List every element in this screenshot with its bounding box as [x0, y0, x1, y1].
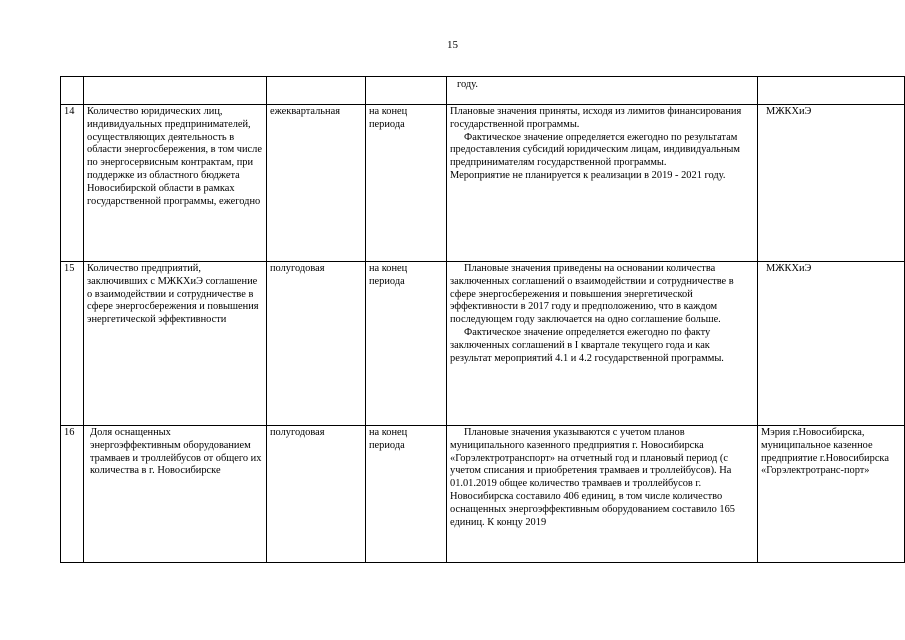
- description: [447, 426, 758, 563]
- table-row: [61, 262, 905, 426]
- description-paragraph: Плановые значения приняты, исходя из лимитов финансирования государственной программы.: [450, 106, 742, 130]
- description: [447, 262, 758, 426]
- indicator-name: Количество юридических лиц, индивидуальных предпринимателей, осуществляющих деятельность в области энергосбережения, в том числе по энергосервисным контрактам, при поддержке из областного бюджета Новосибирской области в рамках государственной программы, ежегодно: [84, 105, 267, 262]
- indicator-name: Количество предприятий, заключивших с МЖКХиЭ соглашение о взаимодействии и сотрудничестве в сфере энергосбережения и повышения энергетической эффективности: [84, 262, 267, 426]
- periodicity: полугодовая: [267, 262, 366, 426]
- table-row: [61, 426, 905, 563]
- description-paragraph: Плановые значения приведены на основании количества заключенных соглашений о взаимодействии и сотрудничестве в сфере энергосбережения и повышения энергетической эффективности в 2017 году и предположению, что в каждом последующем году заключается на одно соглашение больше.: [450, 263, 734, 326]
- description: [447, 105, 758, 262]
- cell-num: [61, 77, 84, 105]
- continuation-text: году.: [457, 79, 478, 90]
- cell-description: [447, 77, 758, 105]
- timing: на конец периода: [366, 105, 447, 262]
- responsible: МЖКХиЭ: [758, 262, 905, 426]
- page-number: 15: [447, 39, 458, 51]
- row-number: 16: [61, 426, 84, 563]
- row-number: 14: [61, 105, 84, 262]
- responsible: МЖКХиЭ: [758, 105, 905, 262]
- timing: на конец периода: [366, 262, 447, 426]
- table-row-continuation: [61, 77, 905, 105]
- description-paragraph: Фактическое значение определяется ежегодно по факту заключенных соглашений в I квартале текущего года и как результат мероприятий 4.1 и 4.2 государственной программы.: [450, 326, 724, 364]
- periodicity: полугодовая: [267, 426, 366, 563]
- responsible: Мэрия г.Новосибирска, муниципальное казенное предприятие г.Новосибирска «Горэлектротранс-порт»: [758, 426, 905, 563]
- timing: на конец периода: [366, 426, 447, 563]
- table-row: [61, 105, 905, 262]
- cell-periodicity: [267, 77, 366, 105]
- periodicity: ежеквартальная: [267, 105, 366, 262]
- description-paragraph: Мероприятие не планируется к реализации в 2019 - 2021 году.: [450, 169, 726, 181]
- description-paragraph: Фактическое значение определяется ежегодно по результатам предоставления субсидий юридическим лицам, индивидуальным предпринимателям государственной программы.: [450, 131, 740, 169]
- indicator-name: Доля оснащенных энергоэффективным оборудованием трамваев и троллейбусов от общего их количества в г. Новосибирске: [84, 426, 267, 563]
- description-paragraph: Плановые значения указываются с учетом планов муниципального казенного предприятия г. Новосибирска «Горэлектротранспорт» на отчетный год и плановый период (с учетом списания и приобретения трамваев и троллейбусов). На 01.01.2019 общее количество трамваев и троллейбусов г. Новосибирска составило 406 единиц, в том числе количество оснащенных энергоэффективным оборудованием составило 165 единиц. К концу 2019: [450, 427, 735, 528]
- cell-name: [84, 77, 267, 105]
- cell-timing: [366, 77, 447, 105]
- cell-responsible: [758, 77, 905, 105]
- row-number: 15: [61, 262, 84, 426]
- indicators-table: [60, 76, 905, 563]
